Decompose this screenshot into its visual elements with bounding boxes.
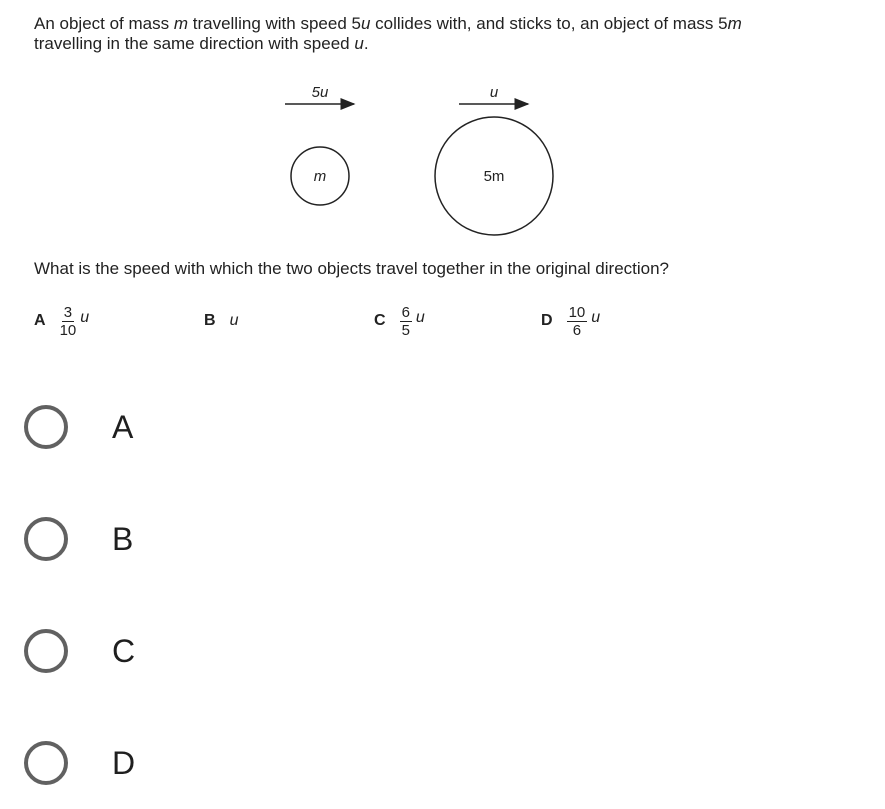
question-prompt: What is the speed with which the two objects travel together in the original direction?: [34, 259, 670, 278]
choice-letter: C: [374, 312, 386, 329]
question-text-part: .: [363, 34, 369, 53]
answer-option-a[interactable]: [24, 405, 133, 449]
numerator: 3: [63, 303, 73, 321]
speed-symbol: u: [354, 34, 364, 53]
answer-option-d[interactable]: [24, 741, 135, 785]
small-mass-label: m: [313, 168, 327, 185]
denominator: 5: [401, 321, 410, 339]
mass-symbol: m: [727, 14, 742, 33]
choice-b: [204, 298, 238, 344]
choice-letter: B: [204, 312, 216, 329]
speed-symbol: u: [415, 309, 425, 326]
mass-symbol: m: [173, 14, 189, 33]
small-speed-label: 5u: [311, 84, 329, 101]
large-speed-label: u: [489, 84, 499, 101]
answer-option-c[interactable]: [24, 629, 135, 673]
fraction: [567, 304, 588, 339]
denominator: 6: [572, 321, 582, 339]
question-text-part: collides with, and sticks to, an object of mass 5: [370, 14, 728, 33]
choice-a: [34, 298, 89, 344]
fraction: [60, 304, 77, 339]
fraction: [400, 304, 412, 339]
numerator: 10: [568, 303, 586, 321]
answer-label: B: [112, 520, 134, 557]
radio-button[interactable]: [24, 517, 68, 561]
question-text-part: travelling in the same direction with speed: [34, 34, 355, 53]
answer-option-b[interactable]: [24, 517, 133, 561]
choice-letter: A: [34, 312, 46, 329]
radio-button[interactable]: [24, 629, 68, 673]
answer-label: A: [112, 408, 134, 445]
speed-symbol: u: [229, 312, 239, 329]
radio-button[interactable]: [24, 741, 68, 785]
answer-label: D: [112, 744, 136, 781]
radio-button[interactable]: [24, 405, 68, 449]
large-mass-label: 5m: [483, 168, 505, 185]
choice-letter: D: [541, 312, 553, 329]
denominator: 10: [59, 321, 77, 339]
question-text-part: travelling with speed 5: [188, 14, 361, 33]
speed-symbol: u: [360, 14, 371, 33]
answer-label: C: [112, 632, 136, 669]
question-text-part: An object of mass: [34, 14, 174, 33]
numerator: 6: [401, 303, 410, 321]
collision-diagram: [0, 0, 885, 260]
speed-symbol: u: [591, 309, 601, 326]
choice-d: [541, 298, 600, 344]
choice-c: [374, 298, 425, 344]
speed-symbol: u: [80, 309, 90, 326]
